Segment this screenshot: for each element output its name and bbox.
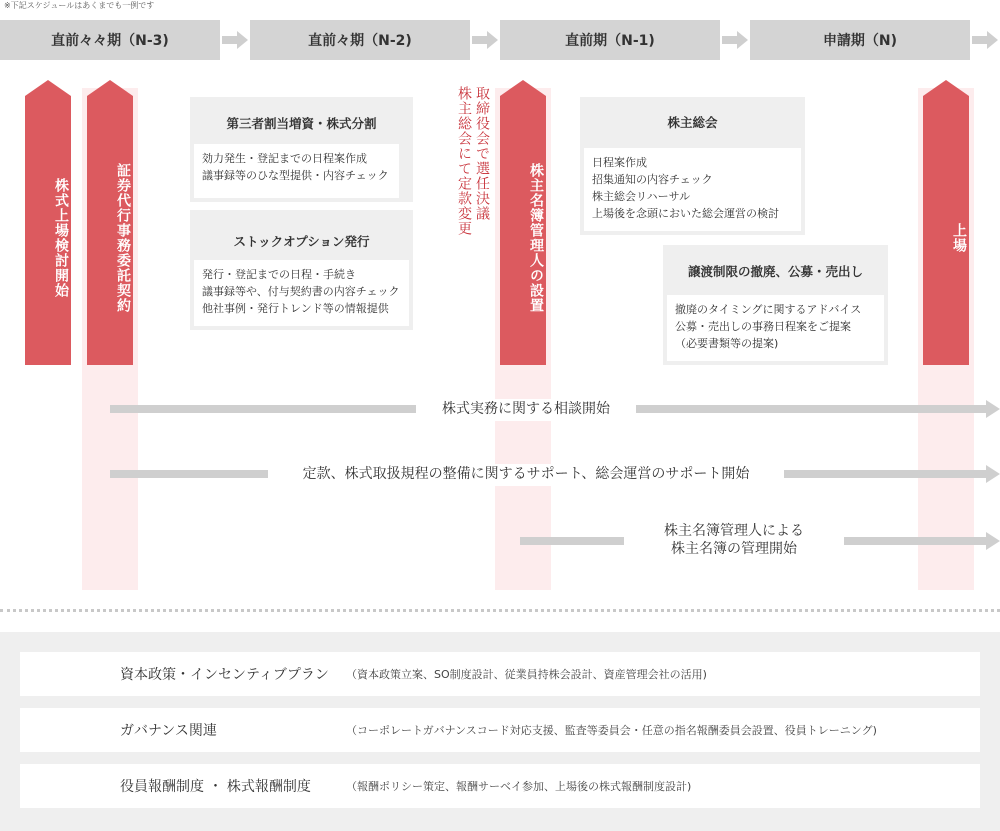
phase-n1 bbox=[500, 20, 720, 60]
transfer-restriction-title: 譲渡制限の撤廃、公募・売出し bbox=[687, 264, 863, 279]
stock-option-box bbox=[190, 210, 413, 330]
phase-n2-label: 直前々期（N-2) bbox=[308, 33, 412, 49]
flow-label-registrar bbox=[624, 522, 844, 562]
service-title: 資本政策・インセンティブプラン bbox=[120, 667, 329, 683]
service-row-compensation bbox=[20, 764, 980, 808]
phase-n2 bbox=[250, 20, 470, 60]
phase-n-label: 申請期（N) bbox=[822, 33, 898, 49]
transfer-restriction-details bbox=[667, 295, 884, 361]
phase-arrow-icon bbox=[987, 31, 998, 49]
third-party-allotment-details bbox=[194, 144, 399, 198]
flow-label-consultation: 株式実務に関する相談開始 bbox=[416, 399, 636, 421]
arrow-right-icon bbox=[986, 400, 1000, 418]
transfer-restriction-box bbox=[663, 245, 888, 365]
service-desc: （報酬ポリシー策定、報酬サーベイ参加、上場後の株式報酬制度設計) bbox=[346, 780, 692, 793]
phase-connector bbox=[722, 36, 738, 44]
board-decision-line1: 取締役会で選任決議 bbox=[474, 86, 490, 221]
service-row-governance bbox=[20, 708, 980, 752]
board-decision-line2: 株主総会にて定款変更 bbox=[456, 86, 472, 236]
phase-connector bbox=[972, 36, 988, 44]
phase-arrow-icon bbox=[737, 31, 748, 49]
detail-line: 撤廃のタイミングに関するアドバイス bbox=[675, 303, 862, 316]
milestone-listing-label: 上場 bbox=[951, 222, 967, 253]
service-row-capital-policy bbox=[20, 652, 980, 696]
milestone-registrar-label: 株主名簿管理人の設置 bbox=[528, 162, 544, 313]
phase-connector bbox=[222, 36, 238, 44]
milestone-listing bbox=[923, 96, 969, 365]
detail-line: 公募・売出しの事務日程案をご提案 bbox=[675, 320, 851, 333]
detail-line: 議事録等のひな型提供・内容チェック bbox=[202, 169, 389, 182]
board-decision-text bbox=[455, 86, 491, 286]
detail-line: 上場後を念頭においた総会運営の検討 bbox=[592, 207, 779, 220]
stock-option-details bbox=[194, 260, 409, 326]
milestone-securities-agent-label: 証券代行事務委託契約 bbox=[115, 162, 131, 313]
detail-line: 招集通知の内容チェック bbox=[592, 173, 713, 186]
phase-n3 bbox=[0, 20, 220, 60]
agm-details bbox=[584, 148, 801, 231]
service-desc: （コーポレートガバナンスコード対応支援、監査等委員会・任意の指名報酬委員会設置、役員トレーニング) bbox=[346, 724, 877, 737]
flow-label-registrar-line2: 株主名簿の管理開始 bbox=[671, 541, 797, 557]
third-party-allotment-title: 第三者割当増資・株式分割 bbox=[226, 116, 377, 131]
up-arrow-icon bbox=[923, 80, 969, 96]
arrow-right-icon bbox=[986, 532, 1000, 550]
third-party-allotment-box bbox=[190, 97, 413, 202]
phase-arrow-icon bbox=[487, 31, 498, 49]
detail-line: 株主総会リハーサル bbox=[592, 190, 691, 203]
stock-option-title: ストックオプション発行 bbox=[233, 234, 370, 249]
agm-box bbox=[580, 97, 805, 235]
phase-n bbox=[750, 20, 970, 60]
milestone-listing-start-label: 株式上場検討開始 bbox=[53, 177, 69, 298]
section-divider bbox=[0, 609, 1000, 612]
phase-connector bbox=[472, 36, 488, 44]
detail-line: （必要書類等の提案) bbox=[675, 337, 779, 350]
detail-line: 議事録等や、付与契約書の内容チェック bbox=[202, 285, 400, 298]
up-arrow-icon bbox=[25, 80, 71, 96]
up-arrow-icon bbox=[500, 80, 546, 96]
service-title: 役員報酬制度 ・ 株式報酬制度 bbox=[120, 779, 311, 795]
phase-n3-label: 直前々々期（N-3) bbox=[51, 33, 169, 49]
milestone-registrar bbox=[500, 96, 546, 365]
milestone-listing-start bbox=[25, 96, 71, 365]
phase-arrow-icon bbox=[237, 31, 248, 49]
service-desc: （資本政策立案、SO制度設計、従業員持株会設計、資産管理会社の活用) bbox=[346, 668, 707, 681]
phase-n1-label: 直前期（N-1) bbox=[565, 33, 655, 49]
service-title: ガバナンス関連 bbox=[120, 723, 217, 739]
arrow-right-icon bbox=[986, 465, 1000, 483]
up-arrow-icon bbox=[87, 80, 133, 96]
milestone-securities-agent bbox=[87, 96, 133, 365]
agm-title: 株主総会 bbox=[667, 115, 718, 130]
flow-label-registrar-line1: 株主名簿管理人による bbox=[664, 523, 804, 539]
detail-line: 効力発生・登記までの日程案作成 bbox=[202, 152, 367, 165]
schedule-note: ※下記スケジュールはあくまでも一例です bbox=[4, 1, 155, 10]
services-panel bbox=[0, 632, 1000, 831]
detail-line: 発行・登記までの日程・手続き bbox=[202, 268, 356, 281]
detail-line: 他社事例・発行トレンド等の情報提供 bbox=[202, 302, 389, 315]
flow-label-support: 定款、株式取扱規程の整備に関するサポート、総会運営のサポート開始 bbox=[268, 464, 784, 486]
detail-line: 日程案作成 bbox=[592, 156, 647, 169]
